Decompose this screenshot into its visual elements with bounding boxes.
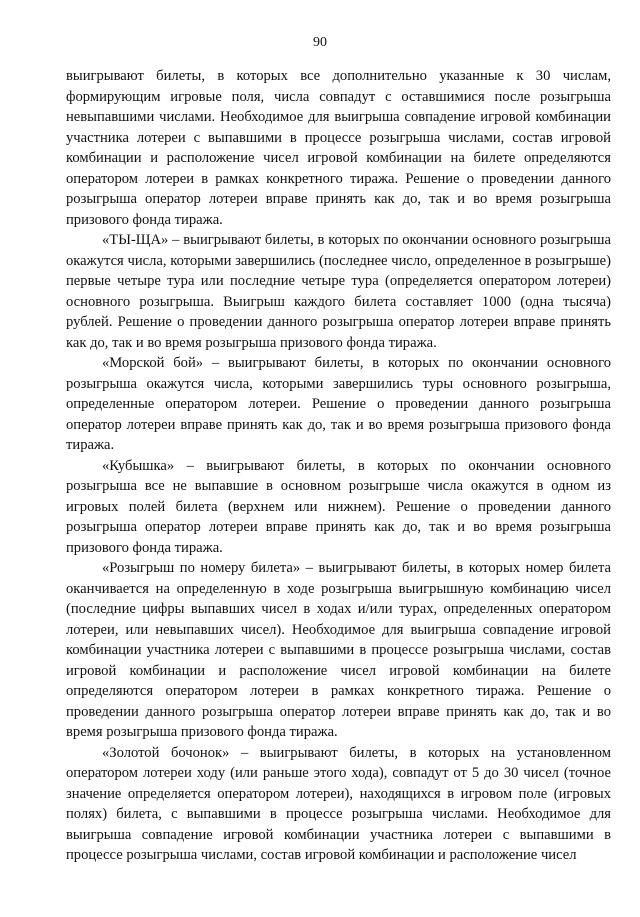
paragraph-continuation: выигрывают билеты, в которых все дополнительно указанные к 30 числам, формирующим игровые поля, числа совпадут с оставшимися после розыгрыша невыпавшими числами. Необходимое для выигрыша совпадение игровой комбинации участника лотереи с выпавшими в процессе розыгрыша числами, состав игровой комбинации и расположение чисел игровой комбинации на билете определяются оператором лотереи в рамках конкретного тиража. Решение о проведении данного розыгрыша оператор лотереи вправе принять как до, так и во время розыгрыша призового фонда тиража. <box>66 68 611 228</box>
paragraph-zolotoy-bochonok: «Золотой бочонок» – выигрывают билеты, в которых на установленном оператором лотереи ходу (или раньше этого хода), совпадут от 5 до 30 чисел (точное значение определяется оператором лотереи), находящихся в игровом поле (игровых полях) билета, с выпавшими в процессе розыгрыша числами. Необходимое для выигрыша совпадение игровой комбинации участника лотереи с выпавшими в процессе розыгрыша числами, состав игровой комбинации и расположение чисел <box>66 744 611 863</box>
page-number: 90 <box>313 35 327 50</box>
document-body <box>66 66 611 866</box>
paragraph-ty-shcha: «ТЫ-ЩА» – выигрывают билеты, в которых по окончании основного розыгрыша окажутся числа, которыми завершились (последнее число, определенное в розыгрыше) первые четыре тура или последние четыре тура (определяется оператором лотереи) основного розыгрыша. Выигрыш каждого билета составляет 1000 (одна тысяча) рублей. Решение о проведении данного розыгрыша оператор лотереи вправе принять как до, так и во время розыгрыша призового фонда тиража. <box>66 232 611 351</box>
paragraph-kubyshka: «Кубышка» – выигрывают билеты, в которых по окончании основного розыгрыша все не выпавшие в основном розыгрыше числа окажутся в одном из игровых полей билета (верхнем или нижнем). Решение о проведении данного розыгрыша оператор лотереи вправе принять как до, так и во время розыгрыша призового фонда тиража. <box>66 457 611 556</box>
paragraph-morskoy-boy: «Морской бой» – выигрывают билеты, в которых по окончании основного розыгрыша окажутся числа, которыми завершились туры основного розыгрыша, определенные оператором лотереи. Решение о проведении данного розыгрыша оператор лотереи вправе принять как до, так и во время розыгрыша призового фонда тиража. <box>66 355 611 453</box>
paragraph-ticket-number-draw: «Розыгрыш по номеру билета» – выигрывают билеты, в которых номер билета оканчивается на определенную в ходе розыгрыша выигрышную комбинацию чисел (последние цифры выпавших чисел в ходах и/или турах, определенных оператором лотереи, или невыпавших чисел). Необходимое для выигрыша совпадение игровой комбинации участника лотереи с выпавшими в процессе розыгрыша числами, состав игровой комбинации и расположение чисел игровой комбинации на билете определяются оператором лотереи в рамках конкретного тиража. Решение о проведении данного розыгрыша оператор лотереи вправе принять как до, так и во время розыгрыша призового фонда тиража. <box>66 560 611 740</box>
